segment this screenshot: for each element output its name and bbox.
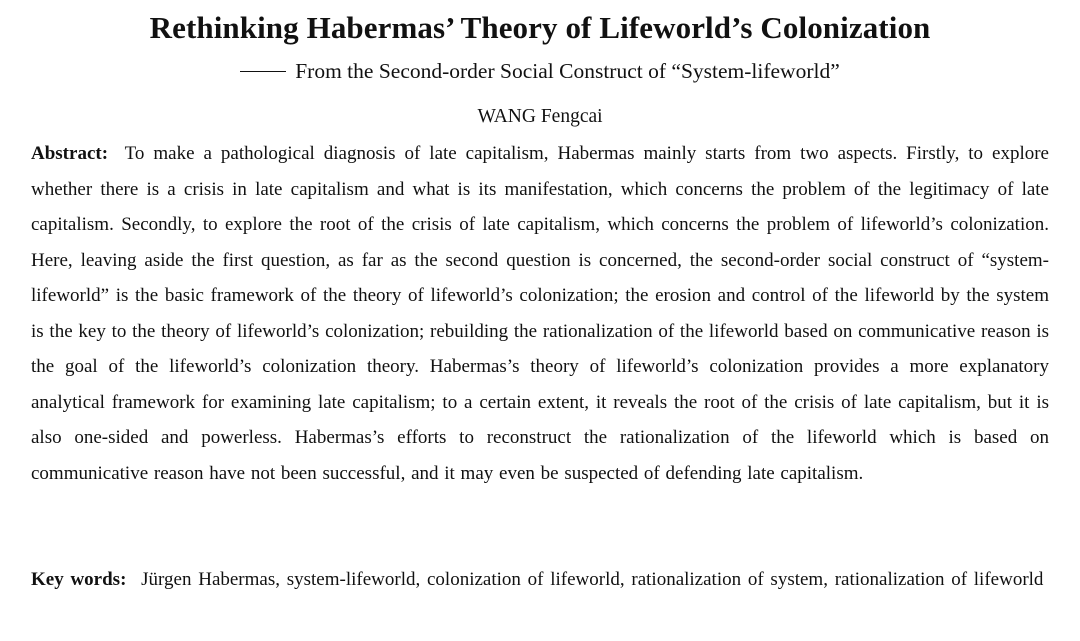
keywords-paragraph	[31, 562, 1049, 597]
keywords-text: Jürgen Habermas, system-lifeworld, colonization of lifeworld, rationalization of system, rationalization of lifeworld	[141, 569, 1044, 590]
paper-title: Rethinking Habermas’ Theory of Lifeworld’s Colonization	[149, 10, 931, 45]
keywords-label: Key words:	[31, 569, 127, 590]
abstract-paragraph	[31, 136, 1049, 491]
abstract-label: Abstract:	[31, 143, 109, 164]
paper-subtitle	[0, 57, 1080, 85]
subtitle-dash	[240, 71, 286, 72]
abstract-text: To make a pathological diagnosis of late capitalism, Habermas mainly starts from two aspects. Firstly, to explore whether there is a crisis in late capitalism and what is its manifestation, which concerns the problem of the legitimacy of late capitalism. Secondly, to explore the root of the crisis of late capitalism, which concerns the problem of lifeworld’s colonization. Here, leaving aside the first question, as far as the second question is concerned, the second-order social construct of “system-lifeworld” is the basic framework of the theory of lifeworld’s colonization; the erosion and control of the lifeworld by the system is the key to the theory of lifeworld’s colonization; rebuilding the rationalization of the lifeworld based on communicative reason is the goal of the lifeworld’s colonization theory. Habermas’s theory of lifeworld’s colonization provides a more explanatory analytical framework for examining late capitalism; to a certain extent, it reveals the root of the crisis of late capitalism, but it is also one-sided and powerless. Habermas’s efforts to reconstruct the rationalization of the lifeworld which is based on communicative reason have not been successful, and it may even be suspected of defending late capitalism.	[31, 143, 1049, 484]
author-name: WANG Fengcai	[477, 106, 603, 127]
subtitle-text: From the Second-order Social Construct of “System-lifeworld”	[295, 59, 840, 83]
